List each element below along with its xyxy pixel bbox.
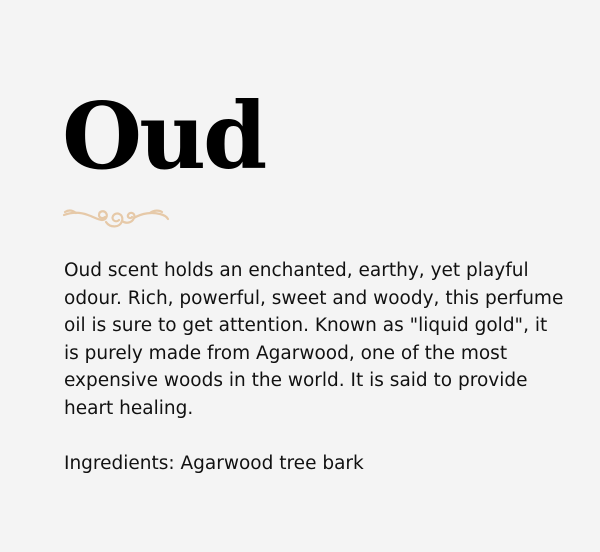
product-title: Oud [62, 82, 265, 190]
product-description: Oud scent holds an enchanted, earthy, yet playful odour. Rich, powerful, sweet and woody, this perfume oil is sure to get attention. Known as "liquid gold", it is purely made from Agarwood, one of the most expensive woods in the world. It is said to provide heart healing. [64, 260, 564, 419]
ingredients-text: Ingredients: Agarwood tree bark [64, 453, 364, 474]
ornamental-flourish-icon [62, 204, 170, 232]
